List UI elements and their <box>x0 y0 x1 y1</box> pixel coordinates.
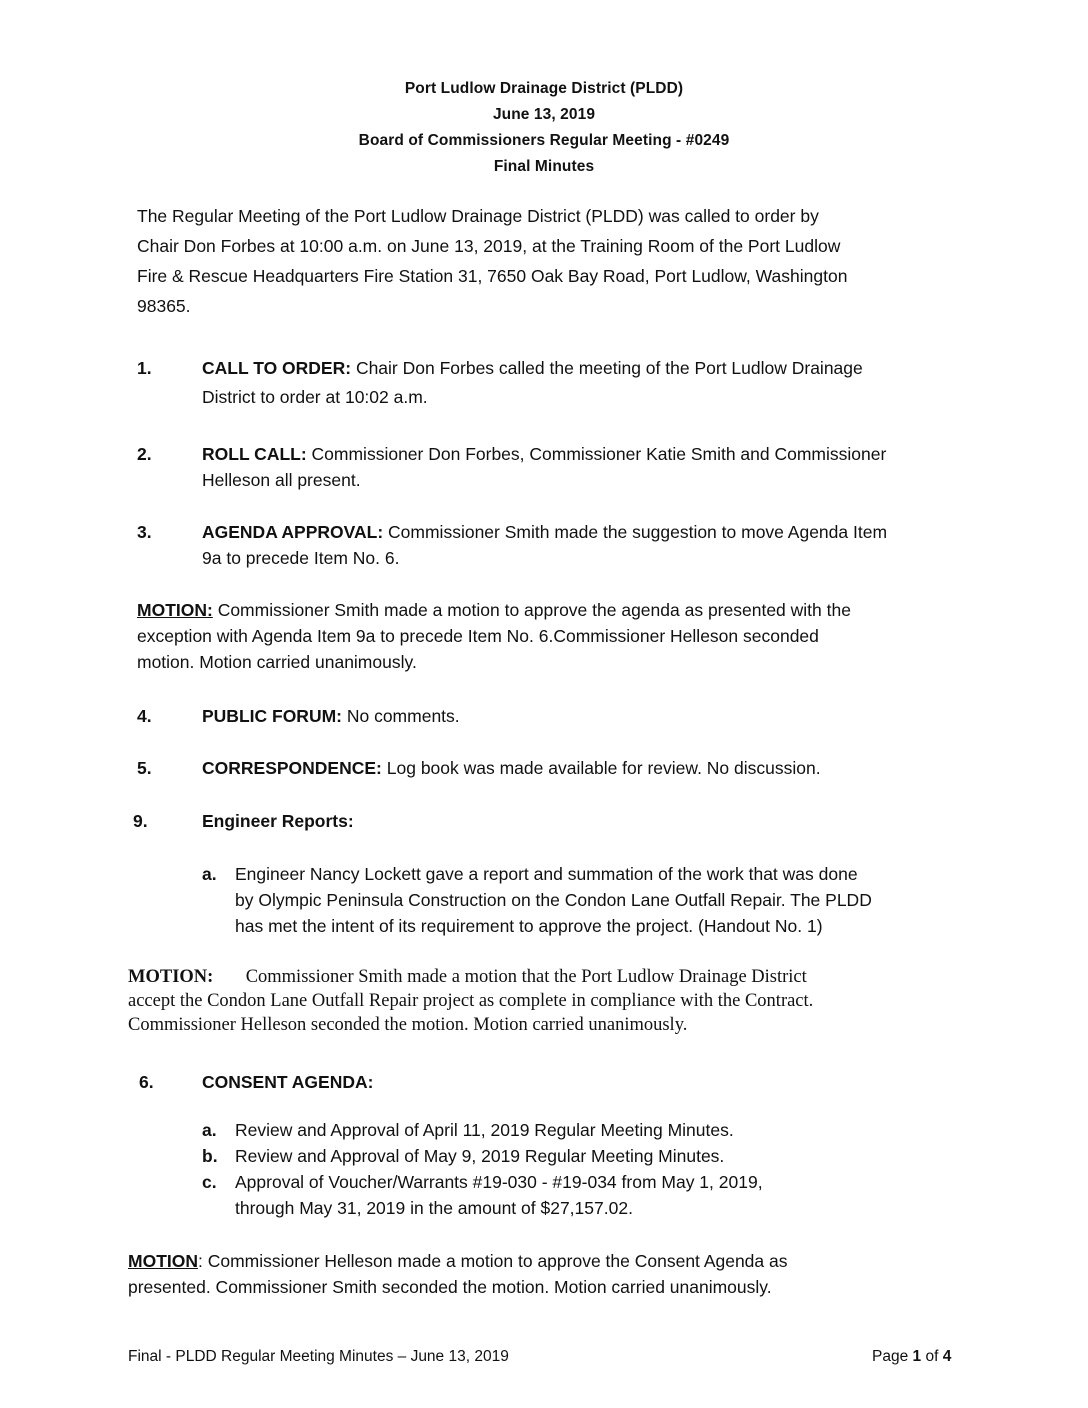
item-4-number: 4. <box>137 706 152 726</box>
item-3-text: Commissioner Smith made the suggestion to move Agenda Item <box>383 522 888 542</box>
motion-3-line-2: presented. Commissioner Smith seconded the motion. Motion carried unanimously. <box>128 1277 772 1297</box>
motion-3-line-1 <box>128 1248 788 1274</box>
footer-page-current: 1 <box>912 1348 922 1365</box>
consent-b-letter: b. <box>202 1146 218 1166</box>
motion-3-text: : Commissioner Helleson made a motion to approve the Consent Agenda as <box>198 1251 788 1271</box>
footer-page-total: 4 <box>942 1348 952 1365</box>
item-1-line-2: District to order at 10:02 a.m. <box>202 387 428 407</box>
item-9-label: Engineer Reports: <box>202 811 354 831</box>
item-6-label: CONSENT AGENDA: <box>202 1072 374 1092</box>
item-3-line-1 <box>202 519 887 545</box>
motion-2-line-1 <box>128 966 807 989</box>
item-6-number: 6. <box>139 1072 154 1092</box>
item-1-line-1 <box>202 355 863 381</box>
consent-c-line-1: Approval of Voucher/Warrants #19-030 - #19-034 from May 1, 2019, <box>235 1172 763 1192</box>
footer-page-prefix: Page <box>872 1348 913 1365</box>
motion-2-line-3: Commissioner Helleson seconded the motion. Motion carried unanimously. <box>128 1015 688 1035</box>
item-2-number: 2. <box>137 444 152 464</box>
item-4-label: PUBLIC FORUM: <box>202 706 342 726</box>
motion-1-line-1 <box>137 597 851 623</box>
motion-1-text: Commissioner Smith made a motion to approve the agenda as presented with the <box>212 600 851 620</box>
item-3-label: AGENDA APPROVAL: <box>202 522 384 542</box>
item-9-number: 9. <box>133 811 148 831</box>
item-1-number: 1. <box>137 358 152 378</box>
header-date: June 13, 2019 <box>492 106 596 123</box>
consent-c-letter: c. <box>202 1172 217 1192</box>
header-meeting: Board of Commissioners Regular Meeting - #0249 <box>358 132 730 149</box>
consent-a-text: Review and Approval of April 11, 2019 Regular Meeting Minutes. <box>235 1120 734 1140</box>
footer-page-of: of <box>921 1348 943 1365</box>
item-2-label: ROLL CALL: <box>202 444 307 464</box>
item-4-line-1 <box>202 703 460 729</box>
intro-line-4: 98365. <box>137 296 191 316</box>
header-status: Final Minutes <box>493 158 595 175</box>
header-district: Port Ludlow Drainage District (PLDD) <box>404 80 684 97</box>
motion-1-label: MOTION: <box>137 600 213 620</box>
intro-line-3: Fire & Rescue Headquarters Fire Station 31, 7650 Oak Bay Road, Port Ludlow, Washington <box>137 266 848 286</box>
item-3-line-2: 9a to precede Item No. 6. <box>202 548 400 568</box>
consent-a-letter: a. <box>202 1120 217 1140</box>
item-1-label: CALL TO ORDER: <box>202 358 352 378</box>
item-2-line-1 <box>202 441 886 467</box>
engineer-a-line-2: by Olympic Peninsula Construction on the Condon Lane Outfall Repair. The PLDD <box>235 890 872 910</box>
consent-c-line-2: through May 31, 2019 in the amount of $27,157.02. <box>235 1198 633 1218</box>
motion-1-line-2: exception with Agenda Item 9a to precede Item No. 6.Commissioner Helleson seconded <box>137 626 819 646</box>
motion-2-text: Commissioner Smith made a motion that the Port Ludlow Drainage District <box>213 967 807 987</box>
item-2-text: Commissioner Don Forbes, Commissioner Katie Smith and Commissioner <box>306 444 887 464</box>
motion-1-line-3: motion. Motion carried unanimously. <box>137 652 417 672</box>
engineer-a-letter: a. <box>202 864 217 884</box>
intro-line-1: The Regular Meeting of the Port Ludlow Drainage District (PLDD) was called to order by <box>137 206 819 226</box>
motion-2-line-2: accept the Condon Lane Outfall Repair project as complete in compliance with the Contract. <box>128 991 814 1011</box>
item-3-number: 3. <box>137 522 152 542</box>
item-5-number: 5. <box>137 758 152 778</box>
footer-title: Final - PLDD Regular Meeting Minutes – June 13, 2019 <box>128 1348 509 1365</box>
engineer-a-line-3: has met the intent of its requirement to approve the project. (Handout No. 1) <box>235 916 823 936</box>
intro-line-2: Chair Don Forbes at 10:00 a.m. on June 13, 2019, at the Training Room of the Port Ludlow <box>137 236 841 256</box>
engineer-a-line-1: Engineer Nancy Lockett gave a report and summation of the work that was done <box>235 864 858 884</box>
item-5-label: CORRESPONDENCE: <box>202 758 382 778</box>
motion-2-label: MOTION: <box>128 967 214 987</box>
footer-page-number <box>872 1348 951 1366</box>
item-2-line-2: Helleson all present. <box>202 470 361 490</box>
item-5-text: Log book was made available for review. No discussion. <box>381 758 821 778</box>
item-1-text: Chair Don Forbes called the meeting of the Port Ludlow Drainage <box>351 358 863 378</box>
motion-3-label: MOTION <box>128 1251 198 1271</box>
consent-b-text: Review and Approval of May 9, 2019 Regular Meeting Minutes. <box>235 1146 725 1166</box>
item-4-text: No comments. <box>341 706 460 726</box>
item-5-line-1 <box>202 755 821 781</box>
